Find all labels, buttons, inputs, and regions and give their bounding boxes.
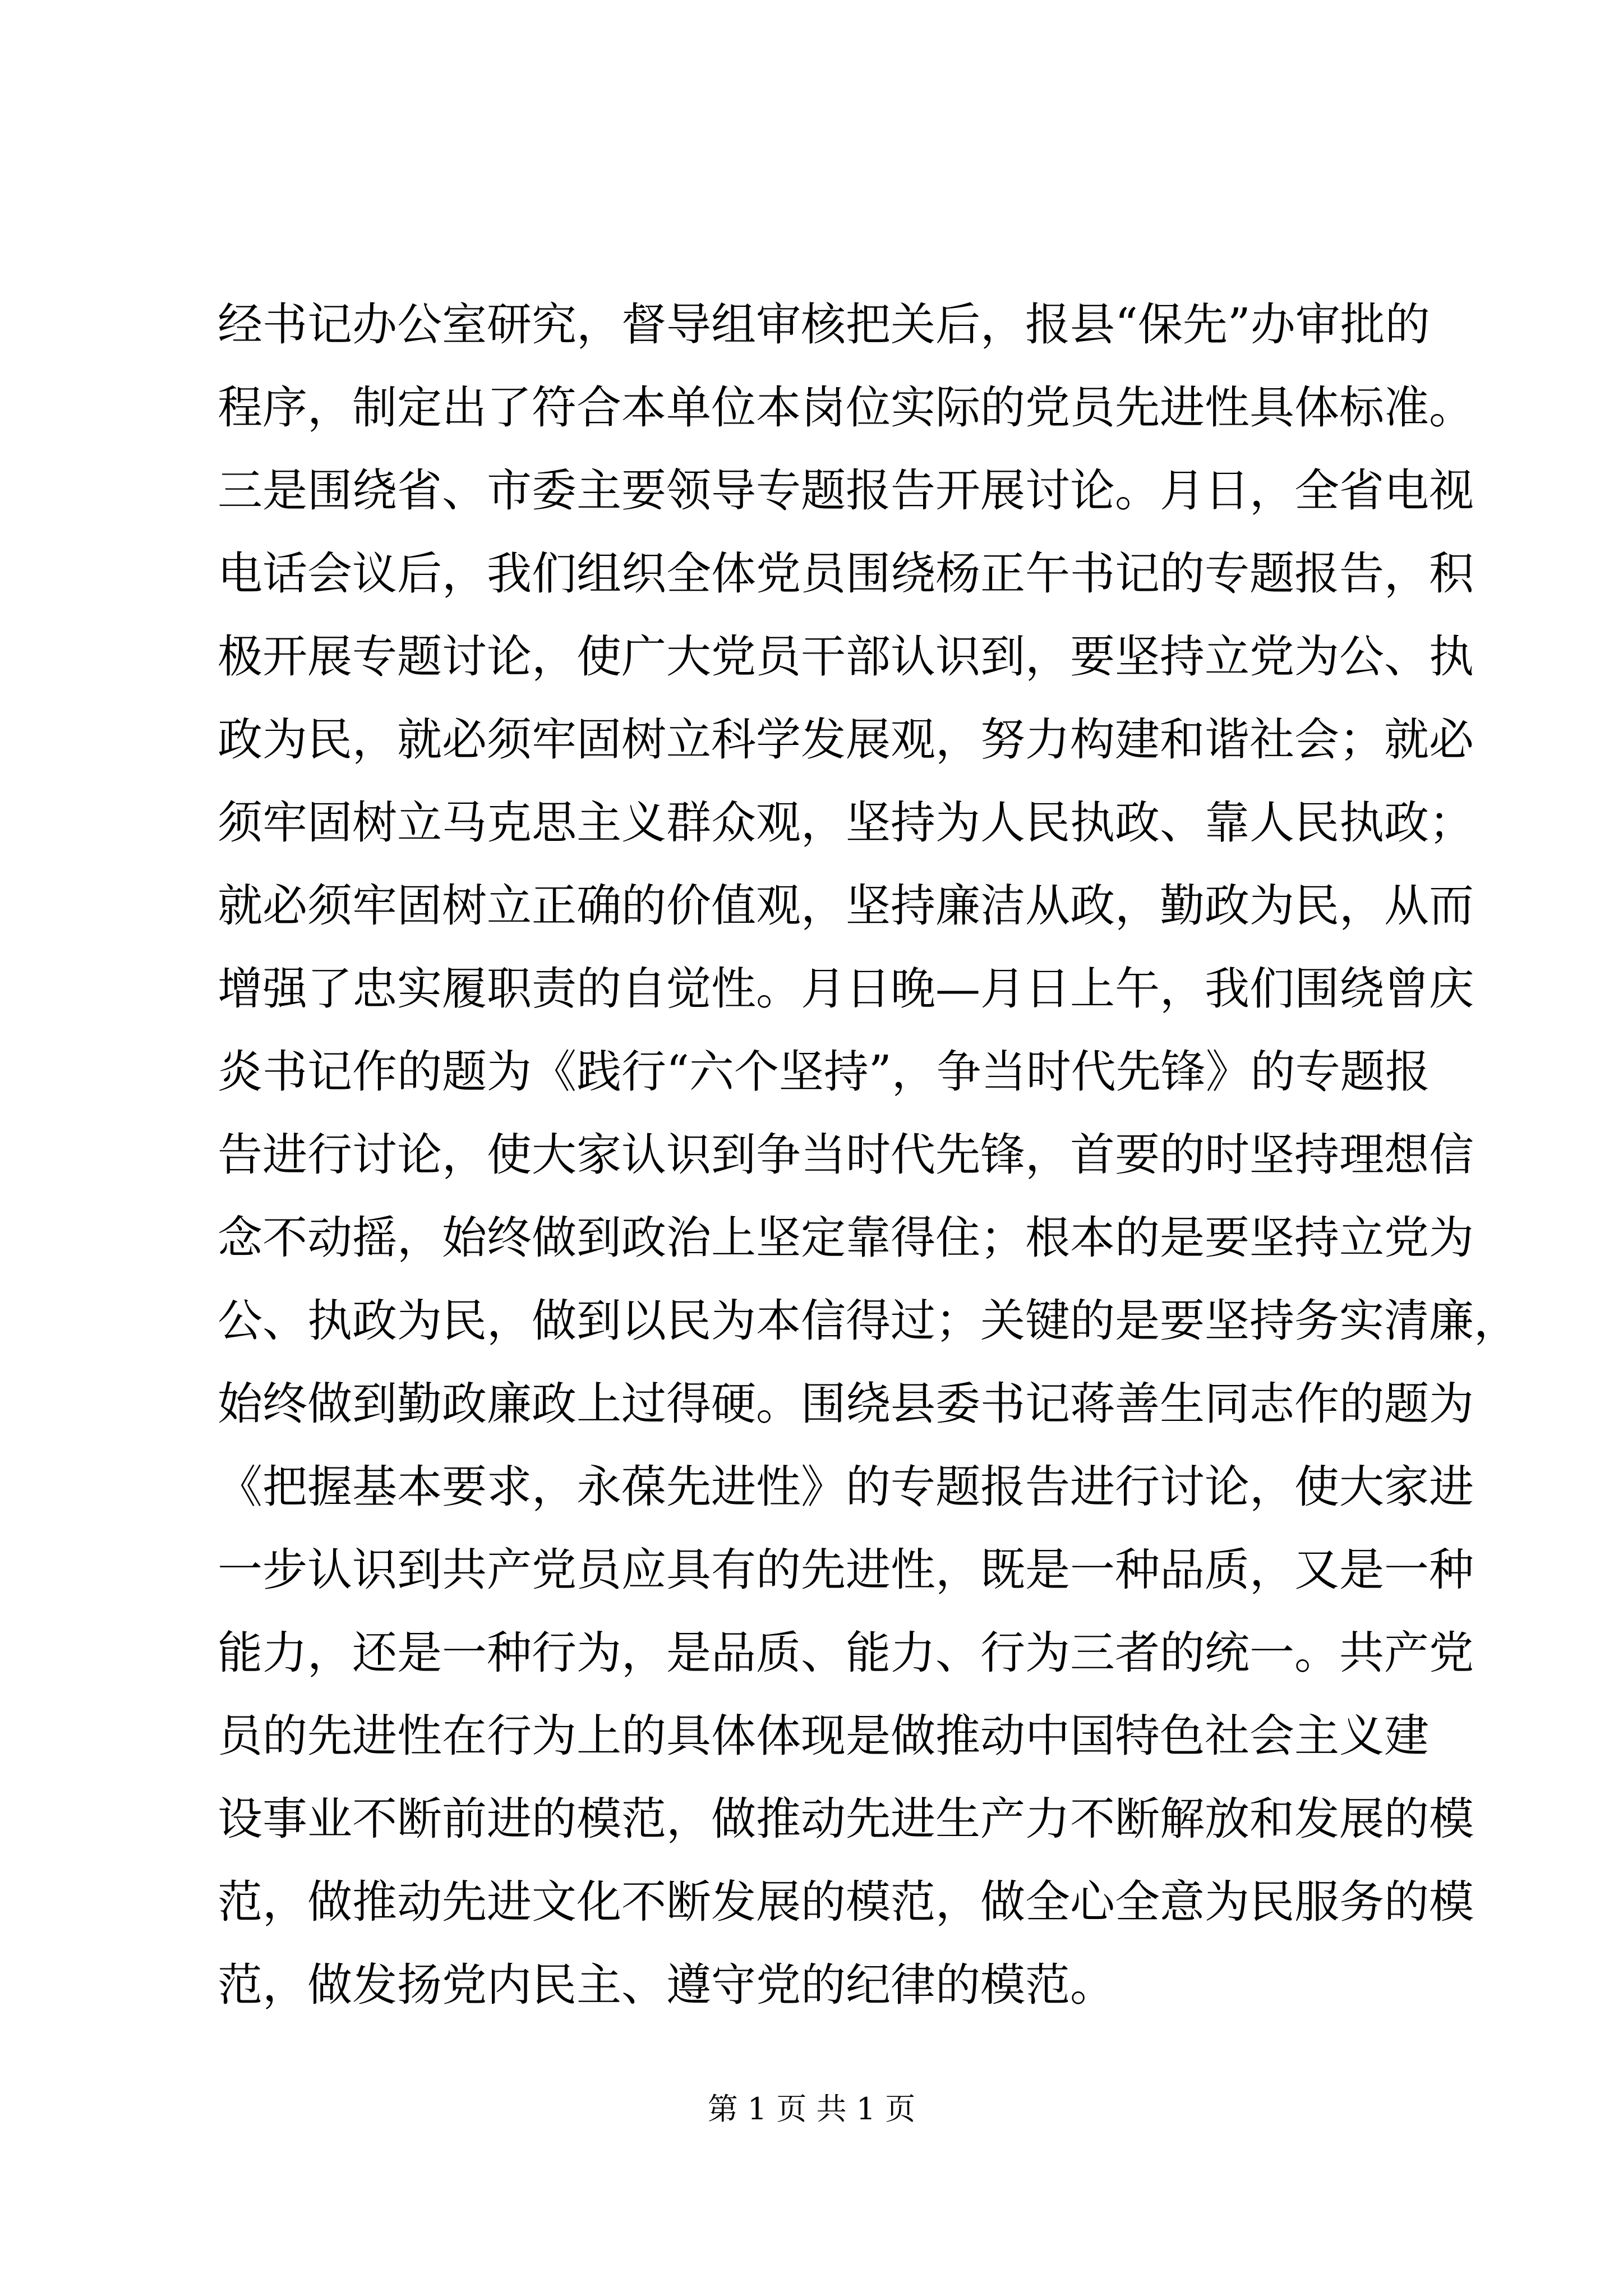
- text-line: 三是围绕省、市委主要领导专题报告开展讨论。月日，全省电视: [218, 464, 1474, 517]
- text-line: 员的先进性在行为上的具体体现是做推动中国特色社会主义建: [218, 1710, 1429, 1762]
- page-footer: 第 1 页 共 1 页: [707, 2091, 916, 2127]
- text-line: 范，做发扬党内民主、遵守党的纪律的模范。: [218, 1959, 1115, 2011]
- text-line: 始终做到勤政廉政上过得硬。围绕县委书记蒋善生同志作的题为: [218, 1378, 1474, 1430]
- text-line: 范，做推动先进文化不断发展的模范，做全心全意为民服务的模: [218, 1876, 1474, 1928]
- text-line: 须牢固树立马克思主义群众观，坚持为人民执政、靠人民执政；: [218, 797, 1474, 849]
- body-text: [218, 283, 1519, 2027]
- text-line: 炎书记作的题为《践行“六个坚持”，争当时代先锋》的专题报: [218, 1046, 1430, 1098]
- text-line: 程序，制定出了符合本单位本岗位实际的党员先进性具体标准。: [218, 381, 1474, 434]
- text-line: 设事业不断前进的模范，做推动先进生产力不断解放和发展的模: [218, 1793, 1474, 1845]
- text-line: 增强了忠实履职责的自觉性。月日晚—月日上午，我们围绕曾庆: [218, 963, 1474, 1015]
- text-line: 一步认识到共产党员应具有的先进性，既是一种品质，又是一种: [218, 1544, 1474, 1596]
- text-line: 《把握基本要求，永葆先进性》的专题报告进行讨论，使大家进: [218, 1461, 1474, 1513]
- text-line: 念不动摇，始终做到政治上坚定靠得住；根本的是要坚持立党为: [218, 1212, 1474, 1264]
- text-line: 电话会议后，我们组织全体党员围绕杨正午书记的专题报告，积: [218, 547, 1474, 600]
- text-line: 政为民，就必须牢固树立科学发展观，努力构建和谐社会；就必: [218, 714, 1474, 766]
- text-line: 极开展专题讨论，使广大党员干部认识到，要坚持立党为公、执: [218, 631, 1474, 683]
- text-line: 经书记办公室研究，督导组审核把关后，报县“保先”办审批的: [218, 298, 1430, 351]
- text-line: 告进行讨论，使大家认识到争当时代先锋，首要的时坚持理想信: [218, 1129, 1474, 1181]
- text-line: 公、执政为民，做到以民为本信得过；关键的是要坚持务实清廉，: [218, 1295, 1519, 1347]
- text-line: 能力，还是一种行为，是品质、能力、行为三者的统一。共产党: [218, 1627, 1474, 1679]
- text-line: 就必须牢固树立正确的价值观，坚持廉洁从政，勤政为民，从而: [218, 880, 1474, 932]
